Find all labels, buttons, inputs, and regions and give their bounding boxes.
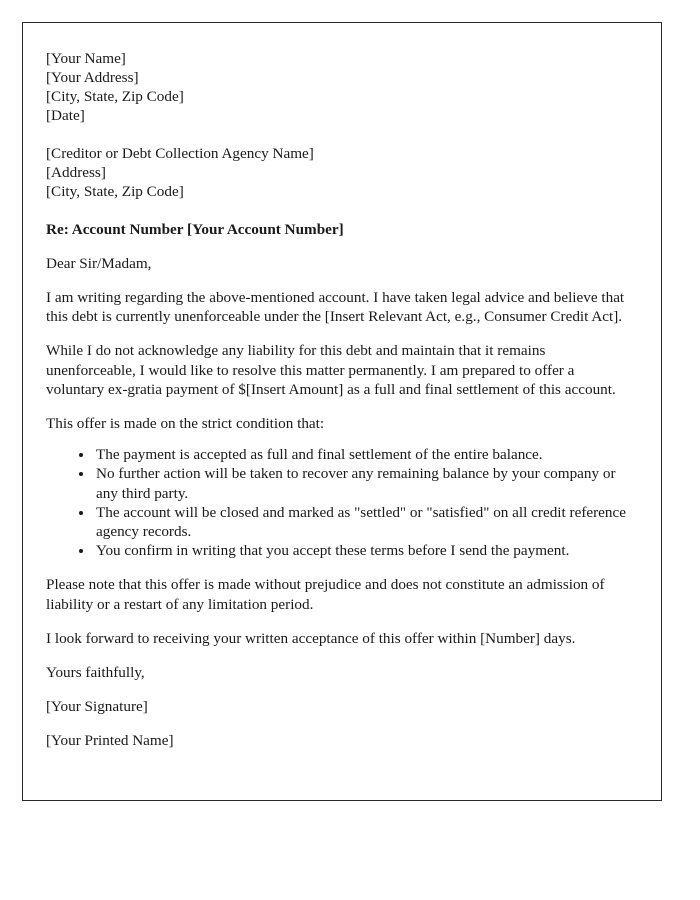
signature-placeholder: [Your Signature] bbox=[46, 698, 148, 716]
list-item: • No further action will be taken to recover any remaining balance by your company or any third party. bbox=[94, 464, 631, 502]
sender-address-block bbox=[46, 49, 631, 125]
recipient-name: [Creditor or Debt Collection Agency Name] bbox=[46, 145, 314, 162]
document-page bbox=[22, 22, 662, 801]
letter-date: [Date] bbox=[46, 107, 85, 124]
document-body bbox=[23, 23, 661, 750]
paragraph-without-prejudice: Please note that this offer is made without prejudice and does not constitute an admission of liability or a restart of any limitation period. bbox=[46, 576, 605, 613]
recipient-street: [Address] bbox=[46, 164, 106, 181]
list-item: • The account will be closed and marked as "settled" or "satisfied" on all credit reference agency records. bbox=[94, 503, 631, 541]
printed-name-placeholder: [Your Printed Name] bbox=[46, 732, 174, 750]
salutation: Dear Sir/Madam, bbox=[46, 255, 152, 272]
list-item: • You confirm in writing that you accept these terms before I send the payment. bbox=[94, 541, 631, 560]
recipient-address-block bbox=[46, 144, 631, 201]
paragraph-acceptance-deadline: I look forward to receiving your written acceptance of this offer within [Number] days. bbox=[46, 629, 576, 647]
list-item: • The payment is accepted as full and final settlement of the entire balance. bbox=[94, 445, 631, 464]
sender-name: [Your Name] bbox=[46, 50, 126, 67]
address-block-spacer bbox=[46, 125, 631, 144]
sender-city-state-zip: [City, State, Zip Code] bbox=[46, 88, 184, 105]
recipient-city-state-zip: [City, State, Zip Code] bbox=[46, 183, 184, 200]
paragraph-conditions-intro: This offer is made on the strict condition that: bbox=[46, 415, 325, 433]
paragraph-unenforceable-claim: I am writing regarding the above-mentioned account. I have taken legal advice and believe that this debt is currently unenforceable under the [Insert Relevant Act, e.g., Consumer Credit Act]. bbox=[46, 289, 625, 326]
conditions-list bbox=[46, 445, 631, 560]
valediction: Yours faithfully, bbox=[46, 664, 145, 682]
sender-street: [Your Address] bbox=[46, 69, 139, 86]
subject-line: Re: Account Number [Your Account Number] bbox=[46, 221, 344, 238]
paragraph-settlement-offer: While I do not acknowledge any liability for this debt and maintain that it remains unenforceable, I would like to resolve this matter permanently. I am prepared to offer a voluntary ex-gratia payment of $[Insert Amount] as a full and final settlement of this account. bbox=[46, 342, 616, 398]
